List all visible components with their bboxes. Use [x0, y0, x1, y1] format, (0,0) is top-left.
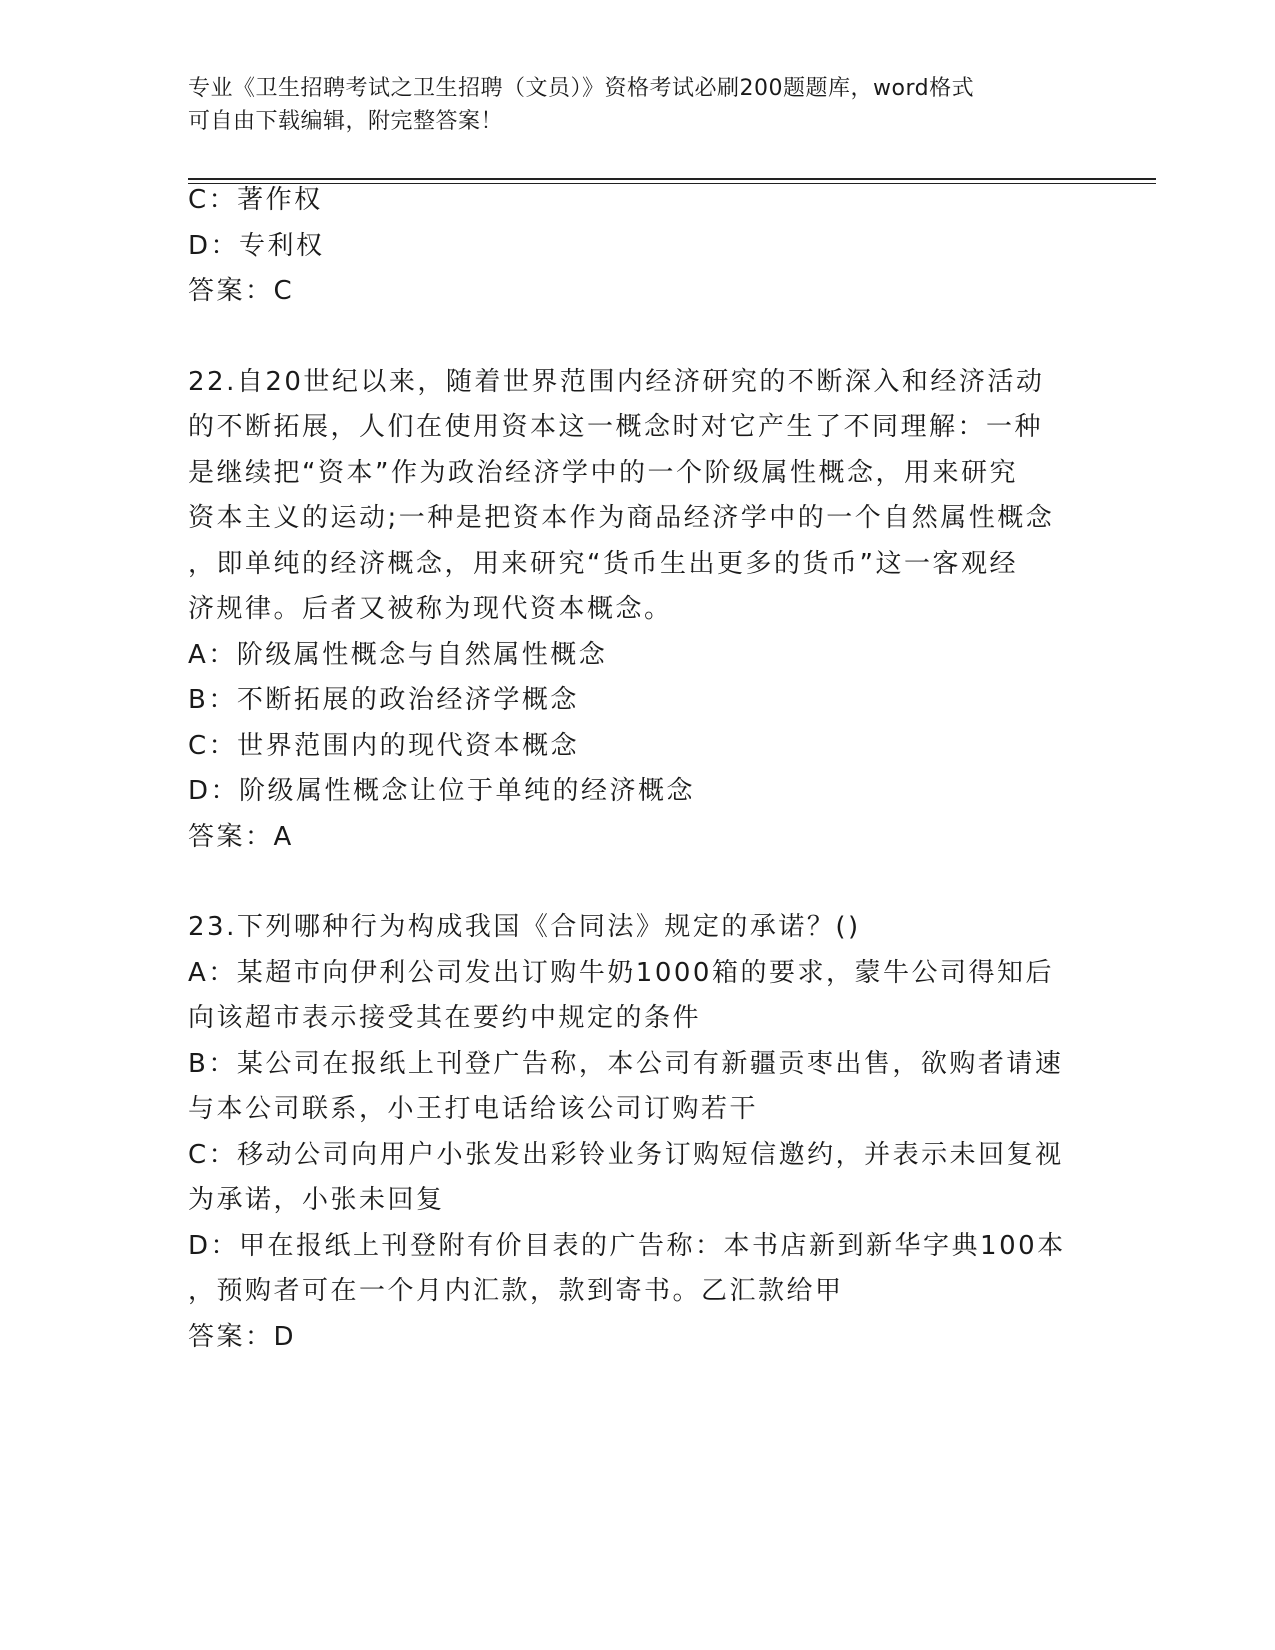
- answer-line: 答案：C: [188, 276, 295, 306]
- answer-line: 答案：D: [188, 1321, 297, 1352]
- option-a-line: 向该超市表示接受其在要约中规定的条件: [188, 1003, 702, 1033]
- option-d-line: D：甲在报纸上刊登附有价目表的广告称：本书店新到新华字典100本: [188, 1230, 1066, 1261]
- option-d: D：专利权: [188, 230, 325, 261]
- question-stem: 23.下列哪种行为构成我国《合同法》规定的承诺？(): [188, 912, 861, 942]
- spacer: [188, 315, 1088, 360]
- question-23: [188, 905, 1088, 1360]
- question-stem-line: 资本主义的运动;一种是把资本作为商品经济学中的一个自然属性概念: [188, 503, 1055, 533]
- header-title-line-2: 可自由下载编辑，附完整答案！: [188, 109, 504, 134]
- option-c-line: C：移动公司向用户小张发出彩铃业务订购短信邀约，并表示未回复视: [188, 1139, 1064, 1170]
- answer-line: 答案：A: [188, 821, 294, 852]
- document-body: [188, 178, 1088, 1360]
- option-d-line: ，预购者可在一个月内汇款，款到寄书。乙汇款给甲: [188, 1276, 844, 1306]
- question-stem-line: 的不断拓展，人们在使用资本这一概念时对它产生了不同理解：一种: [188, 412, 1044, 442]
- question-stem-line: ，即单纯的经济概念，用来研究“货币生出更多的货币”这一客观经: [188, 548, 1018, 579]
- option-c-line: 为承诺，小张未回复: [188, 1185, 445, 1215]
- option-b-line: B：某公司在报纸上刊登广告称，本公司有新疆贡枣出售，欲购者请速: [188, 1048, 1064, 1079]
- option-c: C：世界范围内的现代资本概念: [188, 730, 580, 761]
- question-22: [188, 360, 1088, 861]
- question-stem-line: 是继续把“资本”作为政治经济学中的一个阶级属性概念，用来研究: [188, 457, 1018, 488]
- page-header: [188, 72, 1088, 138]
- question-stem-line: 济规律。后者又被称为现代资本概念。: [188, 594, 673, 624]
- option-b-line: 与本公司联系，小王打电话给该公司订购若干: [188, 1094, 759, 1124]
- header-title-line-1: 专业《卫生招聘考试之卫生招聘（文员）》资格考试必刷200题题库，word格式: [188, 76, 975, 101]
- option-a-line: A：某超市向伊利公司发出订购牛奶1000箱的要求，蒙牛公司得知后: [188, 957, 1054, 988]
- option-c: C：著作权: [188, 185, 323, 215]
- option-a: A：阶级属性概念与自然属性概念: [188, 639, 608, 670]
- previous-question-tail: [188, 178, 1088, 315]
- option-b: B：不断拓展的政治经济学概念: [188, 685, 579, 715]
- option-d: D：阶级属性概念让位于单纯的经济概念: [188, 776, 696, 806]
- spacer: [188, 860, 1088, 905]
- question-stem-line: 22.自20世纪以来，随着世界范围内经济研究的不断深入和经济活动: [188, 366, 1045, 397]
